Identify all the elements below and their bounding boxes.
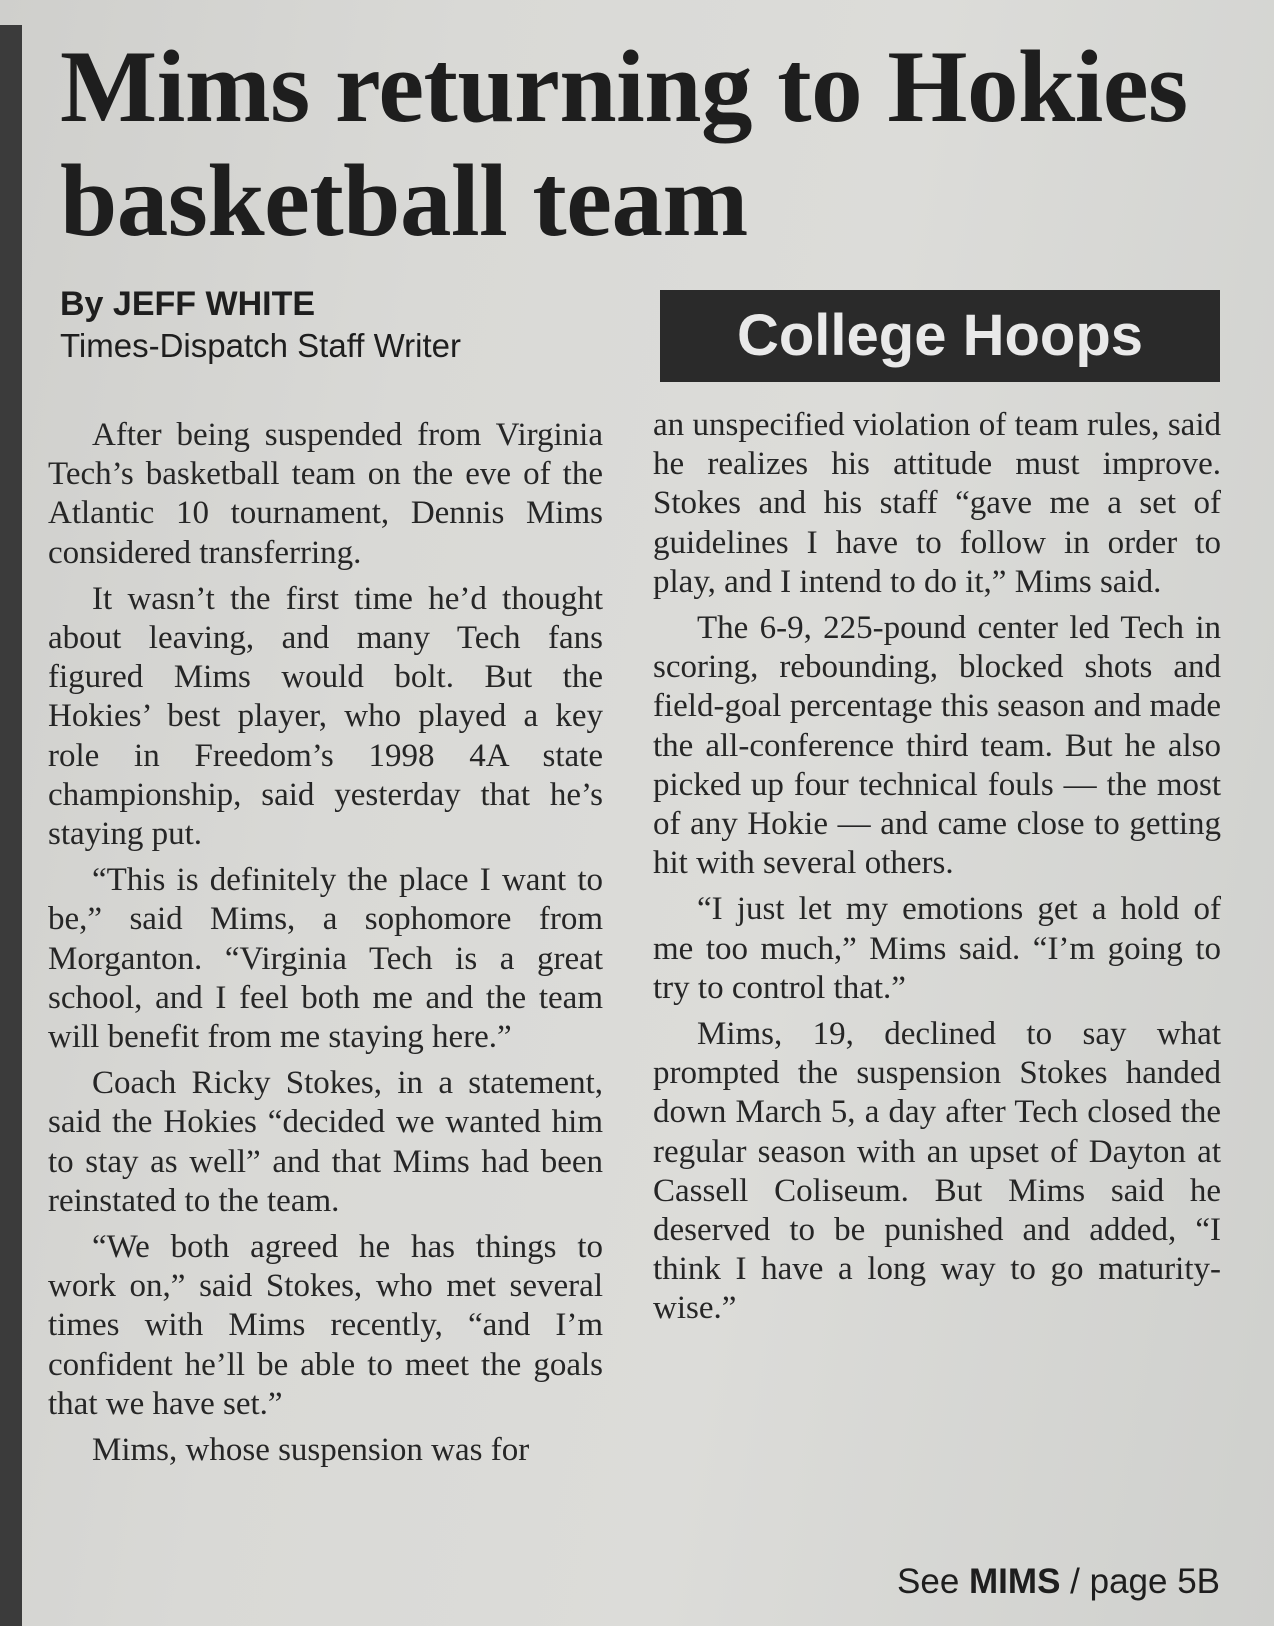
article-column-left xyxy=(48,416,603,1477)
paragraph: “This is definitely the place I want to be,” said Mims, a sophomore from Morganton. “Virginia Tech is a great school, and I feel both me and the team will benefit from me staying here.” xyxy=(48,862,603,1056)
byline-author: By JEFF WHITE xyxy=(60,285,316,323)
byline xyxy=(60,283,620,367)
page-edge-shadow xyxy=(0,25,22,1626)
paragraph: Coach Ricky Stokes, in a statement, said the Hokies “decided we wanted him to stay as well” and that Mims had been reinstated to the team. xyxy=(48,1065,603,1219)
paragraph: The 6-9, 225-pound center led Tech in scoring, rebounding, blocked shots and field-goal percentage this season and made the all-conference third team. But he also picked up four technical fouls — the most of any Hokie — and came close to getting hit with several others. xyxy=(653,610,1221,882)
paragraph: “We both agreed he has things to work on,” said Stokes, who met several times with Mims recently, “and I’m confident he’ll be able to meet the goals that we have set.” xyxy=(48,1229,603,1422)
paragraph: It wasn’t the first time he’d thought about leaving, and many Tech fans figured Mims would bolt. But the Hokies’ best player, who played a key role in Freedom’s 1998 4A state championship, said yesterday that he’s staying put. xyxy=(48,580,603,853)
jump-line xyxy=(850,1562,1220,1602)
paragraph: Mims, 19, declined to say what prompted the suspension Stokes handed down March 5, a day after Tech closed the regular season with an upset of Dayton at Cassell Coliseum. But Mims said he deserved to be punished and added, “I think I have a long way to go maturity-wise.” xyxy=(653,1016,1221,1327)
paragraph: After being suspended from Virginia Tech’s basketball team on the eve of the Atlantic 10 tournament, Dennis Mims considered transferring. xyxy=(48,417,603,571)
jump-page: / page 5B xyxy=(1070,1562,1220,1601)
byline-role: Times-Dispatch Staff Writer xyxy=(60,327,461,364)
paragraph: an unspecified violation of team rules, said he realizes his attitude must improve. Stokes and his staff “gave me a set of guidelines I have to follow in order to play, and I intend to do it,” Mims said. xyxy=(653,407,1221,600)
jump-prefix: See xyxy=(897,1562,960,1601)
section-kicker: College Hoops xyxy=(660,290,1220,382)
paragraph: Mims, whose suspension was for xyxy=(92,1432,530,1469)
article-column-right xyxy=(653,406,1221,1336)
paragraph: “I just let my emotions get a hold of me too much,” Mims said. “I’m going to try to control that.” xyxy=(653,891,1221,1006)
headline: Mims returning to Hokies basketball team xyxy=(60,30,1188,258)
jump-keyword: MIMS xyxy=(969,1562,1061,1601)
